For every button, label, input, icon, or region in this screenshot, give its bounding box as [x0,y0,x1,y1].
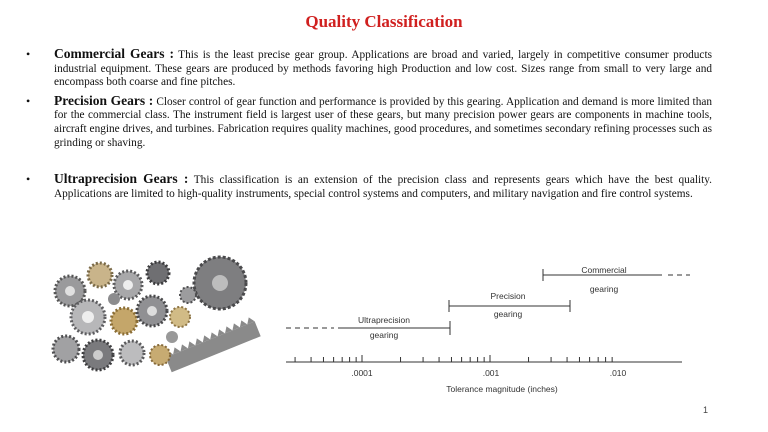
bullet-dot-icon: • [26,93,31,108]
tick-label-001: .001 [482,368,500,378]
bullet-heading: Ultraprecision Gears : [54,171,189,187]
gears-photo [48,255,270,381]
bullet-text: Closer control of gear function and performance is provided by this gearing. Application and demand is more limited than for the commercial class. The instrument field is largest user of these gears, but many precision power gears are components in machine tools, aircraft engine drives, and turbines. Fabrication requires quality machines, good procedures, and sometimes secondary refining processes such as grinding or shaving. [54,95,713,149]
ultraprecision-range [286,315,450,340]
bullet-dot-icon: • [26,47,31,61]
ultraprecision-label: Ultraprecision [358,315,410,325]
bullet-dot-icon: • [26,172,31,187]
axis-label: Tolerance magnitude (inches) [446,384,558,394]
tolerance-axis [286,355,682,394]
bullet-heading: Commercial Gears : [54,46,174,61]
slide-number: 1 [702,405,708,415]
precision-label: Precision [490,291,526,301]
slide-title: Quality Classification [305,12,463,31]
commercial-range [543,265,690,294]
tick-label-0001: .0001 [351,368,373,378]
bullet-commercial-gears [26,47,712,90]
bullet-text: This is the least precise gear group. Applications are broad and varied, largely in competitive consumer products industrial equipment. These gears are produced by methods favoring high Production and low cost. Sizes range from small to very large and encompass both coarse and fine pitches. [54,49,712,89]
bullet-heading: Precision Gears : [54,92,154,108]
commercial-sublabel: gearing [589,284,619,294]
precision-sublabel: gearing [493,309,523,319]
bullet-ultraprecision-gears [26,172,712,201]
commercial-label: Commercial [581,265,627,275]
tick-label-010: .010 [609,368,627,378]
bullet-text: This classification is an extension of the precision class and represents gears which have the best quality. Applications are limited to high-quality instruments, special control systems and computers, and military navigation and fire control systems. [54,174,712,200]
ultraprecision-sublabel: gearing [369,330,399,340]
bullet-precision-gears [26,94,712,150]
precision-range [449,291,570,319]
bullet-list [26,47,712,201]
tolerance-diagram [284,256,702,404]
